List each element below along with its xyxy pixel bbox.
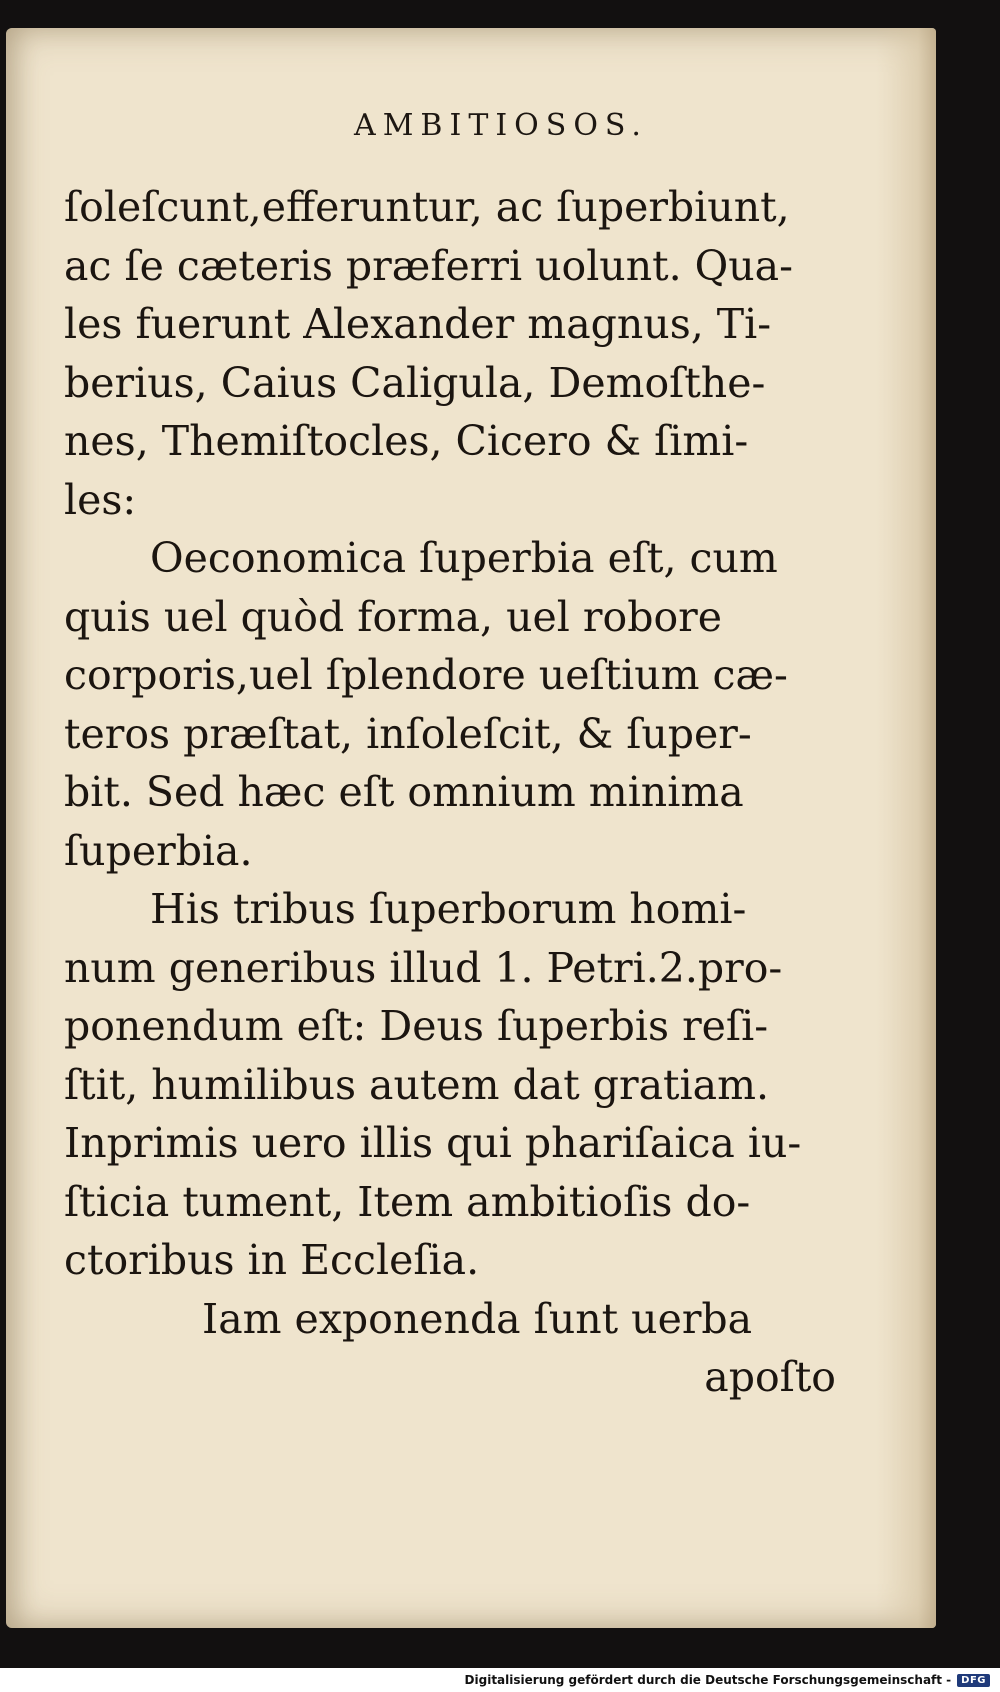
text-line: nes, Themiſtocles, Cicero & ſimi- [64,417,749,465]
text-line: ſuperbia. [64,826,253,875]
catchword: apoſto [704,1353,836,1401]
text-line: ſtit, humilibus autem dat gratiam. [64,1060,769,1109]
digitization-credit-text: Digitalisierung gefördert durch die Deutsche Forschungsgemeinschaft - [464,1673,952,1687]
digitization-credit-bar [0,1668,1000,1692]
dfg-logo: DFG [957,1674,990,1687]
text-line: quis uel quòd forma, uel robore [64,592,723,641]
running-head: AMBITIOSOS. [354,108,648,143]
text-line: ctoribus in Eccleſia. [64,1236,480,1284]
text-line: ſoleſcunt,efferuntur, ac ſuperbiunt, [64,183,790,231]
text-line: ponendum eſt: Deus ſuperbis reſi- [64,1002,769,1050]
text-line: ſticia tument, Item ambitioſis do- [64,1177,751,1226]
text-line: ac ſe cæteris præferri uolunt. Qua- [64,241,793,290]
body-text [64,178,854,1407]
book-page [6,28,936,1628]
text-line: corporis,uel ſplendore ueſtium cæ- [64,651,788,699]
paragraph-start-line: His tribus ſuperborum homi- [150,885,747,933]
text-line: Inprimis uero illis qui phariſaica iu- [64,1119,802,1167]
text-line: les: [64,475,137,524]
paragraph-start-line: Iam exponenda ſunt uerba [202,1294,753,1343]
text-line: berius, Caius Caligula, Demoſthe- [64,358,766,407]
text-line: num generibus illud 1. Petri.2.pro- [64,943,783,992]
text-line: bit. Sed hæc eſt omnium minima [64,768,744,816]
text-line: les fuerunt Alexander magnus, Ti- [64,300,772,348]
page-edge-shadow [876,28,936,1628]
paragraph-start-line: Oeconomica ſuperbia eſt, cum [150,534,778,582]
text-line: teros præſtat, inſoleſcit, & ſuper- [64,709,752,758]
